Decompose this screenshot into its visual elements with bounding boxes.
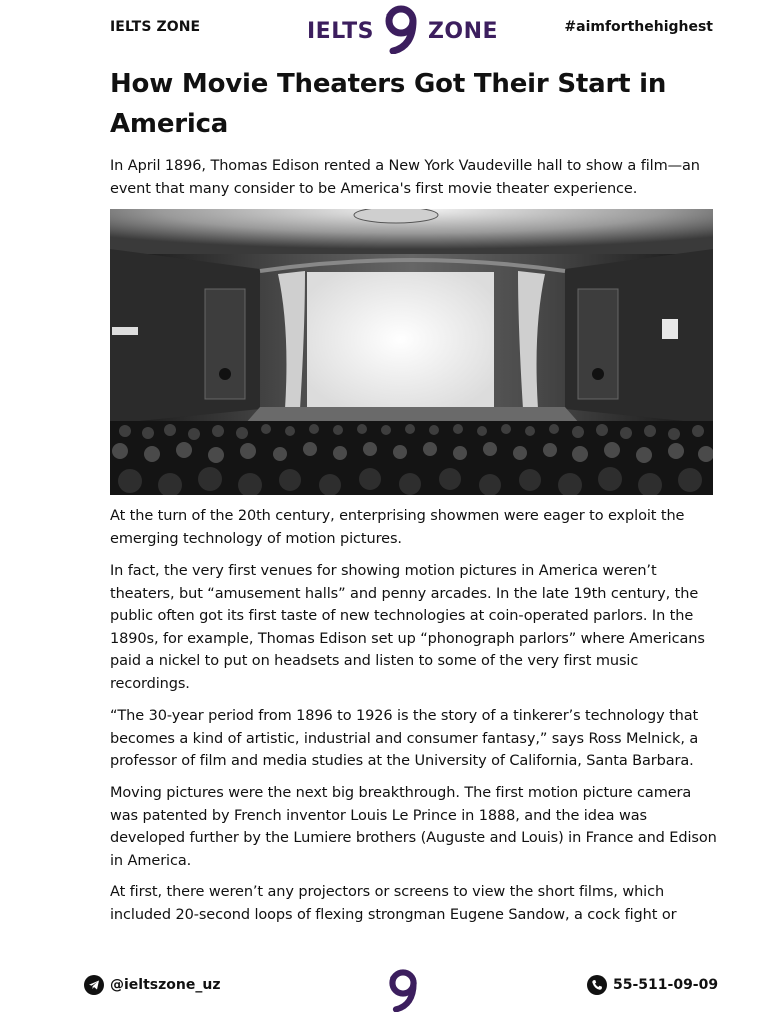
paragraph-6: At first, there weren’t any projectors or screens to view the short films, which included 20-second loops of flexing strongman Eugene Sandow, a cock fight or [110, 884, 677, 923]
header-brand-text: IELTS ZONE [110, 19, 201, 35]
brand-logo [307, 6, 498, 56]
paragraph-3: In fact, the very first venues for showing motion pictures in America weren’t theaters, but “amusement halls” and penny arcades. In the late 19th century, the public often got its first taste of new technologies at coin-operated parlors. In the 1890s, for example, Thomas Edison set up “phonograph parlors” where Americans paid a nickel to put on headsets and listen to some of the very first music recordings. [110, 563, 705, 692]
paragraph-intro: In April 1896, Thomas Edison rented a New York Vaudeville hall to show a film—an event that many consider to be America's first movie theater experience. [110, 158, 700, 197]
telegram-handle: @ieltszone_uz [110, 977, 221, 993]
logo-word-right: ZONE [427, 18, 499, 44]
article-title: How Movie Theaters Got Their Start in America [110, 69, 667, 139]
logo-word-left: IELTS [307, 18, 374, 44]
paragraph-2: At the turn of the 20th century, enterprising showmen were eager to exploit the emerging technology of motion pictures. [110, 508, 685, 547]
telegram-contact[interactable] [84, 975, 220, 995]
paragraph-4: “The 30-year period from 1896 to 1926 is the story of a tinkerer’s technology that becomes a kind of artistic, industrial and consumer fantasy,” says Ross Melnick, a professor of film and media studies at the University of California, Santa Barbara. [110, 708, 699, 769]
footer-nine-logo-icon [384, 968, 422, 1017]
paragraph-5: Moving pictures were the next big breakthrough. The first motion picture camera was patented by French inventor Louis Le Prince in 1888, and the idea was developed further by the Lumiere brothers (Auguste and Louis) in France and Edison in America. [110, 785, 717, 869]
hashtag-text: #aimforthehighest [564, 19, 713, 35]
nine-logo-icon [382, 4, 420, 59]
phone-icon [587, 975, 607, 995]
movie-theater-photo [110, 209, 713, 495]
telegram-icon [84, 975, 104, 995]
phone-number: 55-511-09-09 [613, 977, 719, 993]
phone-contact[interactable] [587, 975, 718, 995]
